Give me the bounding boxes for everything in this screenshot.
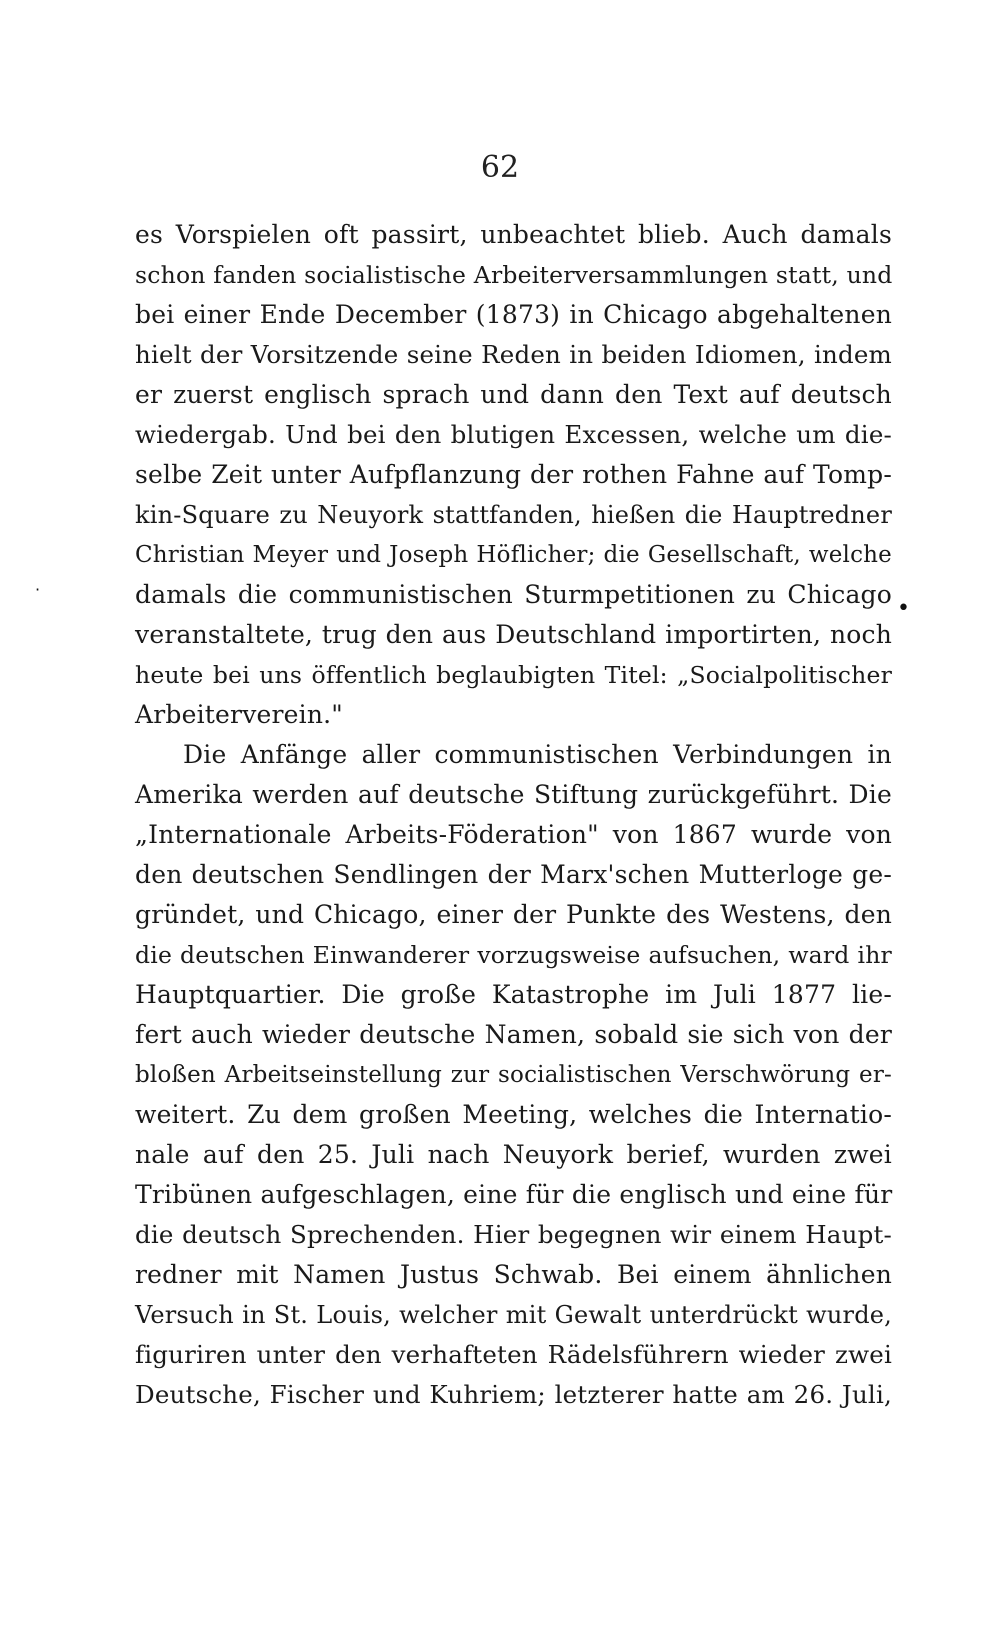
text-line: redner mit Namen Justus Schwab. Bei einem ähnlichen	[135, 1260, 892, 1289]
text-line: weitert. Zu dem großen Meeting, welches die Internatio-	[135, 1100, 892, 1129]
text-line: hielt der Vorsitzende seine Reden in beiden Idiomen, indem	[135, 340, 892, 369]
text-line: Tribünen aufgeschlagen, eine für die englisch und eine für	[135, 1180, 893, 1209]
text-line: es Vorspielen oft passirt, unbeachtet blieb. Auch damals	[135, 220, 892, 249]
text-line: wiedergab. Und bei den blutigen Excessen, welche um die-	[135, 420, 892, 449]
text-line: Amerika werden auf deutsche Stiftung zurückgeführt. Die	[135, 780, 892, 809]
text-line: Deutsche, Fischer und Kuhriem; letzterer hatte am 26. Juli,	[135, 1380, 892, 1409]
text-line: veranstaltete, trug den aus Deutschland importirten, noch	[135, 620, 892, 649]
text-line: „Internationale Arbeits-Föderation" von 1867 wurde von	[135, 820, 892, 849]
text-line: bloßen Arbeitseinstellung zur socialistischen Verschwörung er-	[135, 1062, 892, 1088]
text-line: Hauptquartier. Die große Katastrophe im Juli 1877 lie-	[135, 980, 892, 1009]
text-line: fert auch wieder deutsche Namen, sobald sie sich von der	[135, 1020, 892, 1049]
text-line: die deutsch Sprechenden. Hier begegnen wir einem Haupt-	[135, 1220, 892, 1249]
text-line: damals die communistischen Sturmpetitionen zu Chicago	[135, 580, 892, 609]
text-line: den deutschen Sendlingen der Marx'schen Mutterloge ge-	[135, 860, 892, 889]
text-line: kin-Square zu Neuyork stattfanden, hießen die Hauptredner	[135, 501, 892, 529]
text-line: Versuch in St. Louis, welcher mit Gewalt unterdrückt wurde,	[135, 1301, 892, 1329]
text-line: nale auf den 25. Juli nach Neuyork berief, wurden zwei	[135, 1140, 892, 1169]
text-line: Christian Meyer und Joseph Höflicher; die Gesellschaft, welche	[135, 542, 892, 568]
text-line: selbe Zeit unter Aufpflanzung der rothen Fahne auf Tomp-	[135, 460, 892, 489]
margin-dot-icon: ·	[35, 580, 41, 599]
text-line: heute bei uns öffentlich beglaubigten Titel: „Socialpolitischer	[135, 661, 892, 689]
text-line: er zuerst englisch sprach und dann den Text auf deutsch	[135, 380, 892, 409]
body-text	[135, 215, 892, 1415]
page-number: 62	[480, 150, 520, 185]
margin-mark-icon: •	[897, 596, 910, 621]
text-line: bei einer Ende December (1873) in Chicago abgehaltenen	[135, 300, 892, 329]
text-line: Die Anfänge aller communistischen Verbindungen in	[183, 740, 892, 769]
text-line: gründet, und Chicago, einer der Punkte des Westens, den	[135, 900, 892, 929]
text-line: schon fanden socialistische Arbeiterversammlungen statt, und	[135, 261, 893, 289]
text-line: die deutschen Einwanderer vorzugsweise aufsuchen, ward ihr	[135, 941, 892, 969]
text-line: figuriren unter den verhafteten Rädelsführern wieder zwei	[135, 1340, 892, 1369]
text-line: Arbeiterverein."	[135, 700, 343, 729]
